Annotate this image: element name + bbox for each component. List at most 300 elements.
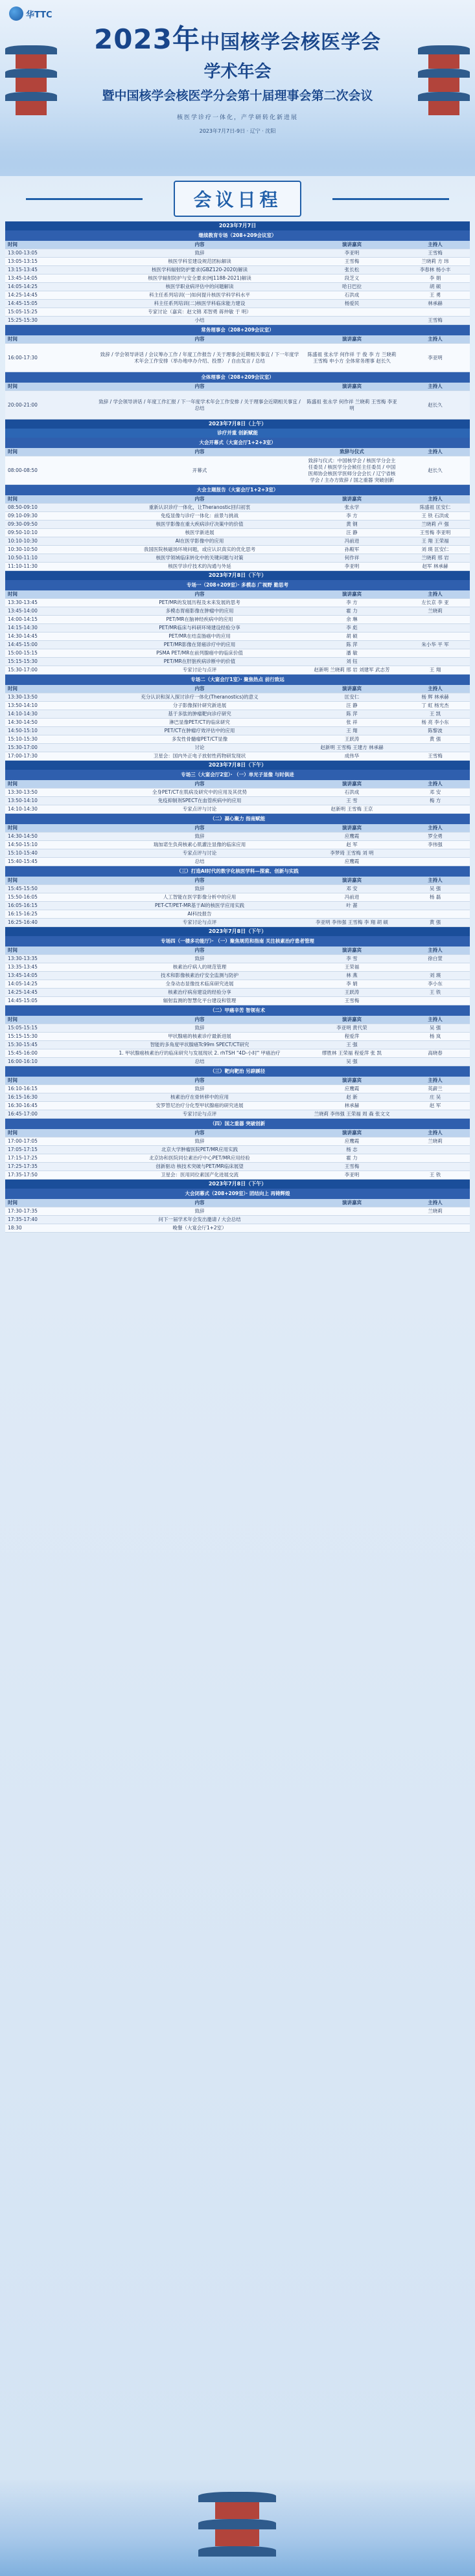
schedule-row <box>5 1093 470 1102</box>
row-speaker: 汪 静 <box>303 529 400 537</box>
day-label: 2023年7月8日（下午） <box>5 927 470 937</box>
row-speaker: 程爱萍 <box>303 1033 400 1041</box>
row-content: 1. 甲状腺癌核素治疗的临床研究与发展现状 2. rhTSH "4D-小时" 甲癌治疗 <box>96 1049 303 1058</box>
col-speaker-header: 演讲嘉宾 <box>303 780 400 789</box>
row-speaker: 陈盛祖 张永学 何作祥 于 俊 李 方 兰晓莉 王雪梅 申小方 全体常务理事 赵长久 <box>303 344 400 372</box>
title-year: 2023年 <box>94 23 200 55</box>
row-host: 吴 强 <box>400 1024 470 1033</box>
row-speaker: 陈 萍 <box>303 641 400 649</box>
row-host <box>400 963 470 972</box>
row-host <box>400 1224 470 1233</box>
schedule-row <box>5 885 470 893</box>
col-time-header: 时间 <box>5 877 96 885</box>
session-title-row <box>5 770 470 780</box>
schedule-row <box>5 529 470 537</box>
row-host: 庄 吴 <box>400 1093 470 1102</box>
row-content: 淋巴显像PET/CT的临床研究 <box>96 719 303 727</box>
pagoda-footer-icon <box>198 2492 276 2563</box>
row-time: 14:10-14:30 <box>5 710 96 719</box>
col-time-header: 时间 <box>5 335 96 344</box>
row-speaker <box>303 910 400 919</box>
schedule-row <box>5 641 470 649</box>
row-content: AI科技报告 <box>96 910 303 919</box>
row-time: 15:30-15:45 <box>5 1041 96 1049</box>
row-time: 14:00-14:15 <box>5 616 96 624</box>
column-header-row <box>5 877 470 885</box>
row-content: 人工智能在医学影像分析中的应用 <box>96 893 303 902</box>
row-content: PET/CT在肿瘤疗效评估中的应用 <box>96 727 303 735</box>
row-content: 瑞加诺生负荷核素心肌灌注显像的临床应用 <box>96 841 303 849</box>
row-content: 专家讨论与点评 <box>96 666 303 675</box>
row-content: 专家讨论与点评 <box>96 919 303 927</box>
row-content: 致辞 <box>96 955 303 963</box>
col-speaker-header: 演讲嘉宾 <box>303 590 400 599</box>
row-content: 专家点评与讨论 <box>96 849 303 858</box>
row-time: 10:10-10:30 <box>5 537 96 546</box>
schedule-row <box>5 719 470 727</box>
row-host: 李春林 杨小丰 <box>400 266 470 274</box>
row-content: 免疫显像与诊疗一体化：前景与挑战 <box>96 512 303 521</box>
row-host: 王 凯 <box>400 710 470 719</box>
row-host: 杨 岚 <box>400 1033 470 1041</box>
row-host: 杨 辉 林承赫 <box>400 693 470 702</box>
schedule-row <box>5 649 470 658</box>
row-content: 致辞 <box>96 885 303 893</box>
row-speaker: 缪胜林 王荣福 程爱萍 张 凯 <box>303 1049 400 1058</box>
row-content: 核素治疗病人的规范管理 <box>96 963 303 972</box>
row-time: 09:10-09:30 <box>5 512 96 521</box>
session-title-row <box>5 936 470 946</box>
row-host <box>400 910 470 919</box>
schedule-row <box>5 841 470 849</box>
row-time: 15:40-15:45 <box>5 858 96 866</box>
col-host-header: 主持人 <box>400 1077 470 1085</box>
row-host: 王雪梅 <box>400 317 470 325</box>
column-header-row <box>5 1129 470 1137</box>
column-header-row <box>5 1016 470 1024</box>
row-speaker: 张长松 <box>303 266 400 274</box>
schedule-row <box>5 607 470 616</box>
row-content: PET/MR在结直肠癌中的应用 <box>96 633 303 641</box>
day-label: 2023年7月8日（下午） <box>5 761 470 770</box>
row-content: 核医学科室建设规范团标解读 <box>96 258 303 266</box>
row-speaker: 王雪梅 <box>303 258 400 266</box>
session-title: （二）甲癌辛苦 智领有术 <box>5 1005 470 1016</box>
row-host: 丁 虹 杨光杰 <box>400 702 470 710</box>
row-host <box>400 1146 470 1154</box>
row-content: 核医学新进展 <box>96 529 303 537</box>
row-content: 卫星会：国内外正电子放射性药物研发现状 <box>96 752 303 761</box>
col-host-header: 主持人 <box>400 448 470 456</box>
row-content: 核素治疗在骨转移中的应用 <box>96 1093 303 1102</box>
row-speaker: 王雪梅 <box>303 997 400 1005</box>
row-host: 兰晓莉 <box>400 1137 470 1146</box>
row-time: 18:30 <box>5 1224 96 1233</box>
session-title-row <box>5 485 470 496</box>
row-content: 充分认识和深入探讨诊疗一体化(Theranostics)的意义 <box>96 693 303 702</box>
row-host <box>400 849 470 858</box>
row-content: 技术和影像核素治疗安全监测与防护 <box>96 972 303 980</box>
row-host: 王雪梅 <box>400 752 470 761</box>
row-content: 核素治疗病房建设的经验分享 <box>96 989 303 997</box>
row-host: 左长京 李 亚 <box>400 599 470 607</box>
day-header <box>5 1180 470 1189</box>
session-title-row <box>5 675 470 686</box>
row-host: 邓 安 <box>400 789 470 797</box>
schedule-row <box>5 1049 470 1058</box>
schedule-row <box>5 456 470 485</box>
row-speaker: 应鹰霞 <box>303 833 400 841</box>
session-title: （四）国之重器 突破创新 <box>5 1119 470 1130</box>
row-time: 16:00-16:10 <box>5 1058 96 1066</box>
row-content: 致辞 / 学会领导讲话 / 年度工作汇报 / 下一年度学术年会工作安排 / 关于理事会近期相关事宜 / 总结 <box>96 391 303 420</box>
col-content-header: 内容 <box>96 877 303 885</box>
schedule-row <box>5 919 470 927</box>
row-time: 15:45-15:50 <box>5 885 96 893</box>
row-time: 17:00-17:30 <box>5 752 96 761</box>
row-content: PET-CT/PET-MR基于AI的核医学应用实践 <box>96 902 303 910</box>
row-time: 16:25-16:40 <box>5 919 96 927</box>
col-content-header: 内容 <box>96 1077 303 1085</box>
row-time: 14:25-14:45 <box>5 291 96 300</box>
session-title: （三）靶向靶治 另辟蹊径 <box>5 1066 470 1077</box>
wave-decoration <box>0 150 475 176</box>
row-speaker: 王 翔 <box>303 727 400 735</box>
row-content: 我国医院核磁场环境问题，或应认识真实的优化思考 <box>96 546 303 554</box>
row-host: 王 铁 <box>400 989 470 997</box>
row-content: 辐射监测的智慧化平台建设和管理 <box>96 997 303 1005</box>
row-host <box>400 1163 470 1171</box>
schedule-row <box>5 727 470 735</box>
brand-logo <box>9 6 52 21</box>
row-speaker: 汪 静 <box>303 702 400 710</box>
row-host: 刘 瑛 <box>400 972 470 980</box>
schedule-row <box>5 266 470 274</box>
schedule-row <box>5 1171 470 1180</box>
session-title: 专场四（一楼多功能厅）· （一）聚焦规范和指南 关注核素治疗患者管理 <box>5 936 470 946</box>
row-time: 17:35-17:40 <box>5 1216 96 1224</box>
col-speaker-header: 演讲嘉宾 <box>303 1016 400 1024</box>
row-content: PET/MR临床与科研环境建设经验分享 <box>96 624 303 633</box>
schedule-row <box>5 955 470 963</box>
row-host: 朱小华 平 军 <box>400 641 470 649</box>
schedule-row <box>5 308 470 317</box>
session-title-row <box>5 1119 470 1130</box>
day-header <box>5 420 470 429</box>
session-title: 专场三（大宴会厅2室）· （一）单光子显像 与时俱进 <box>5 770 470 780</box>
col-speaker-header: 演讲嘉宾 <box>303 946 400 955</box>
row-time: 13:30-13:50 <box>5 789 96 797</box>
row-host <box>400 616 470 624</box>
row-content: 致辞 <box>96 249 303 258</box>
row-host: 罗全勇 <box>400 833 470 841</box>
title-line1: 中国核学会核医学会 <box>200 31 381 54</box>
schedule-row <box>5 554 470 563</box>
row-content: 北京协和医院同位素治疗中心PET/MR应用经验 <box>96 1154 303 1163</box>
session-title-row <box>5 580 470 590</box>
row-host: 王 铁 石洪成 <box>400 512 470 521</box>
row-time: 09:50-10:10 <box>5 529 96 537</box>
ornament-left <box>26 198 143 200</box>
day-header <box>5 221 470 230</box>
col-content-header: 内容 <box>96 335 303 344</box>
row-time: 16:00-17:30 <box>5 344 96 372</box>
session-title-row <box>5 438 470 448</box>
row-time: 14:15-14:30 <box>5 624 96 633</box>
schedule-row <box>5 710 470 719</box>
col-host-header: 主持人 <box>400 495 470 504</box>
conference-title <box>0 18 475 57</box>
row-speaker: 邓 安 <box>303 885 400 893</box>
row-host: 李伟强 <box>400 841 470 849</box>
row-time: 15:05-15:25 <box>5 308 96 317</box>
schedule-row <box>5 666 470 675</box>
schedule-row <box>5 344 470 372</box>
column-header-row <box>5 590 470 599</box>
schedule-row <box>5 1085 470 1093</box>
row-speaker: 张 祥 <box>303 719 400 727</box>
row-host: 赵军 林承赫 <box>400 563 470 571</box>
row-time: 14:30-14:45 <box>5 633 96 641</box>
col-speaker-header: 演讲嘉宾 <box>303 383 400 391</box>
schedule-row <box>5 1033 470 1041</box>
row-speaker: 冯前进 <box>303 537 400 546</box>
col-speaker-header: 演讲嘉宾 <box>303 241 400 249</box>
row-speaker: 王跃涛 <box>303 989 400 997</box>
row-time: 20:00-21:00 <box>5 391 96 420</box>
conference-slogan: 核医学诊疗一体化，产学研转化新进展 <box>176 115 298 121</box>
row-speaker: 李梦琦 王雪梅 刘 明 <box>303 849 400 858</box>
schedule-row <box>5 504 470 512</box>
row-speaker: 霍 力 <box>303 607 400 616</box>
col-content-header: 内容 <box>96 383 303 391</box>
row-content: PET/MR影像在肾癌诊疗中的应用 <box>96 641 303 649</box>
row-host: 兰晓莉 卢 强 <box>400 521 470 529</box>
col-content-header: 内容 <box>96 495 303 504</box>
row-time: 15:10-15:30 <box>5 735 96 744</box>
col-speaker-header: 演讲嘉宾 <box>303 1129 400 1137</box>
col-content-header: 内容 <box>96 448 303 456</box>
schedule-table <box>5 221 470 1233</box>
schedule-row <box>5 1207 470 1216</box>
row-host: 梅 方 <box>400 797 470 805</box>
logo-text: 华TTC <box>26 10 52 20</box>
row-host <box>400 1216 470 1224</box>
row-host: 林承赫 <box>400 300 470 308</box>
row-content: AI在医学影像中的应用 <box>96 537 303 546</box>
row-host: 黄 强 <box>400 919 470 927</box>
day-subtitle-row <box>5 429 470 438</box>
row-speaker <box>303 1224 400 1233</box>
row-speaker: 林承赫 <box>303 1102 400 1110</box>
row-speaker: 王雪梅 <box>303 1163 400 1171</box>
row-speaker: 冯前进 <box>303 893 400 902</box>
col-host-header: 主持人 <box>400 685 470 693</box>
col-host-header: 主持人 <box>400 1016 470 1024</box>
row-speaker <box>303 1207 400 1216</box>
schedule-row <box>5 963 470 972</box>
row-time: 14:45-15:00 <box>5 641 96 649</box>
row-host: 王雪梅 <box>400 249 470 258</box>
row-host: 陈黎波 <box>400 727 470 735</box>
row-speaker: 成伟华 <box>303 752 400 761</box>
row-content: 核医学诊疗技术的沟通与外延 <box>96 563 303 571</box>
schedule-row <box>5 1110 470 1119</box>
day-label: 2023年7月7日 <box>5 221 470 230</box>
schedule-row <box>5 693 470 702</box>
row-content: 多发性骨髓瘤PET/CT显像 <box>96 735 303 744</box>
row-host: 王雪梅 李亚明 <box>400 529 470 537</box>
session-title-row <box>5 372 470 383</box>
col-content-header: 内容 <box>96 241 303 249</box>
row-content: 致辞 <box>96 1207 303 1216</box>
col-host-header: 主持人 <box>400 824 470 833</box>
row-speaker: 余 琳 <box>303 616 400 624</box>
row-time: 14:05-14:25 <box>5 980 96 989</box>
col-host-header: 主持人 <box>400 780 470 789</box>
row-host: 王 翔 <box>400 666 470 675</box>
row-speaker: 霍 力 <box>303 1154 400 1163</box>
row-content: 核医学职业病评估中的问题解读 <box>96 283 303 291</box>
row-time: 14:45-15:05 <box>5 997 96 1005</box>
schedule-row <box>5 1216 470 1224</box>
day-label: 2023年7月8日（下午） <box>5 571 470 581</box>
row-time: 14:25-14:45 <box>5 989 96 997</box>
row-content: 核医学领域临床转化中的关键问题与对策 <box>96 554 303 563</box>
row-host: 赵 军 <box>400 1102 470 1110</box>
row-speaker: 赵新明 王雪梅 王建方 林承赫 <box>303 744 400 752</box>
row-speaker: 黄 钢 <box>303 521 400 529</box>
row-speaker: 胡 硕 <box>303 633 400 641</box>
row-content: 专家讨论（嘉宾：赵文锦 邓智勇 蒋仲敏 于 明） <box>96 308 303 317</box>
row-time: 14:50-15:10 <box>5 727 96 735</box>
col-host-header: 主持人 <box>400 590 470 599</box>
row-content: PET/MR在脑神经疾病中的应用 <box>96 616 303 624</box>
row-speaker: 林 燕 <box>303 972 400 980</box>
row-speaker: 赵新明 王雪梅 王京 <box>303 805 400 814</box>
row-content: 分子影像探针研究新进展 <box>96 702 303 710</box>
row-time: 14:05-14:25 <box>5 283 96 291</box>
hero-banner <box>0 0 475 176</box>
schedule-row <box>5 1224 470 1233</box>
col-host-header: 主持人 <box>400 946 470 955</box>
row-time: 13:30-13:45 <box>5 599 96 607</box>
col-content-header: 内容 <box>96 824 303 833</box>
title-line3: 暨中国核学会核医学分会第十届理事会第二次会议 <box>102 89 373 103</box>
row-content: 多模态胃癌影像在肿瘤中的应用 <box>96 607 303 616</box>
row-speaker: 杨爱民 <box>303 300 400 308</box>
schedule-row <box>5 291 470 300</box>
column-header-row <box>5 1199 470 1207</box>
col-time-header: 时间 <box>5 824 96 833</box>
row-host <box>400 805 470 814</box>
row-time: 16:05-16:15 <box>5 902 96 910</box>
row-time: 15:00-15:15 <box>5 649 96 658</box>
agenda-title-box <box>174 181 301 217</box>
row-host <box>400 1041 470 1049</box>
row-content: 晚餐（大宴会厅1+2室） <box>96 1224 303 1233</box>
row-time: 14:10-14:30 <box>5 805 96 814</box>
row-host: 赵长久 <box>400 391 470 420</box>
row-time: 17:00-17:05 <box>5 1137 96 1146</box>
column-header-row <box>5 383 470 391</box>
row-content: 创新驱动 核技术突破与PET/MR临床展望 <box>96 1163 303 1171</box>
col-content-header: 内容 <box>96 590 303 599</box>
row-time: 13:00-13:05 <box>5 249 96 258</box>
col-host-header: 主持人 <box>400 877 470 885</box>
column-header-row <box>5 780 470 789</box>
column-header-row <box>5 241 470 249</box>
row-content: 科主任系列培训(一)如何提升核医学科学科水平 <box>96 291 303 300</box>
row-host: 兰晓莉 邢 岩 <box>400 554 470 563</box>
row-content: 北京大学肿瘤医院PET/MR应用实践 <box>96 1146 303 1154</box>
schedule-row <box>5 624 470 633</box>
row-time: 13:45-14:05 <box>5 972 96 980</box>
col-time-header: 时间 <box>5 448 96 456</box>
schedule-row <box>5 537 470 546</box>
col-time-header: 时间 <box>5 1077 96 1085</box>
schedule-row <box>5 1058 470 1066</box>
row-speaker <box>303 317 400 325</box>
row-time: 15:30-17:00 <box>5 744 96 752</box>
row-time: 13:50-14:10 <box>5 702 96 710</box>
row-content: 全身动态显像技术临床研究进展 <box>96 980 303 989</box>
row-time: 17:15-17:25 <box>5 1154 96 1163</box>
schedule-row <box>5 1163 470 1171</box>
column-header-row <box>5 685 470 693</box>
session-title: （三）打造AI时代的数字化核医学科—探索、创新与实践 <box>5 866 470 877</box>
session-title: 继续教育专场（208+209会议室） <box>5 230 470 241</box>
col-time-header: 时间 <box>5 1129 96 1137</box>
row-host: 英薪兰 <box>400 1085 470 1093</box>
row-host <box>400 1058 470 1066</box>
schedule-row <box>5 258 470 266</box>
schedule-row <box>5 735 470 744</box>
schedule-row <box>5 752 470 761</box>
row-time: 15:15-15:30 <box>5 658 96 666</box>
row-speaker: 孙殿军 <box>303 546 400 554</box>
row-content: 开幕式 <box>96 456 303 485</box>
col-speaker-header: 演讲嘉宾 <box>303 824 400 833</box>
row-content: 专家讨论与点评 <box>96 1110 303 1119</box>
row-content: 全身PET/CT在肌病及研究中的应用及其优势 <box>96 789 303 797</box>
footer-decoration <box>0 2479 475 2576</box>
schedule-row <box>5 512 470 521</box>
row-host: 黄 强 <box>400 735 470 744</box>
row-time: 13:30-13:35 <box>5 955 96 963</box>
col-time-header: 时间 <box>5 495 96 504</box>
row-host: 李小东 <box>400 980 470 989</box>
schedule-row <box>5 805 470 814</box>
row-content: 总结 <box>96 1058 303 1066</box>
row-time: 09:30-09:50 <box>5 521 96 529</box>
row-speaker: 潘 敏 <box>303 649 400 658</box>
row-host <box>400 744 470 752</box>
row-content: 总结 <box>96 858 303 866</box>
row-speaker: 吴 强 <box>303 1058 400 1066</box>
row-speaker: 李 彪 <box>303 624 400 633</box>
row-content: PSMA PET/MR在前列腺癌中的临床价值 <box>96 649 303 658</box>
row-time: 13:30-13:50 <box>5 693 96 702</box>
row-time: 17:35-17:50 <box>5 1171 96 1180</box>
row-speaker: 王 雪 <box>303 797 400 805</box>
row-content: 致辞 <box>96 1085 303 1093</box>
row-content: 安罗替尼治疗分化型甲状腺癌的研究进展 <box>96 1102 303 1110</box>
row-time: 15:45-16:00 <box>5 1049 96 1058</box>
row-time: 11:10-11:30 <box>5 563 96 571</box>
schedule-row <box>5 980 470 989</box>
col-host-header: 主持人 <box>400 1129 470 1137</box>
